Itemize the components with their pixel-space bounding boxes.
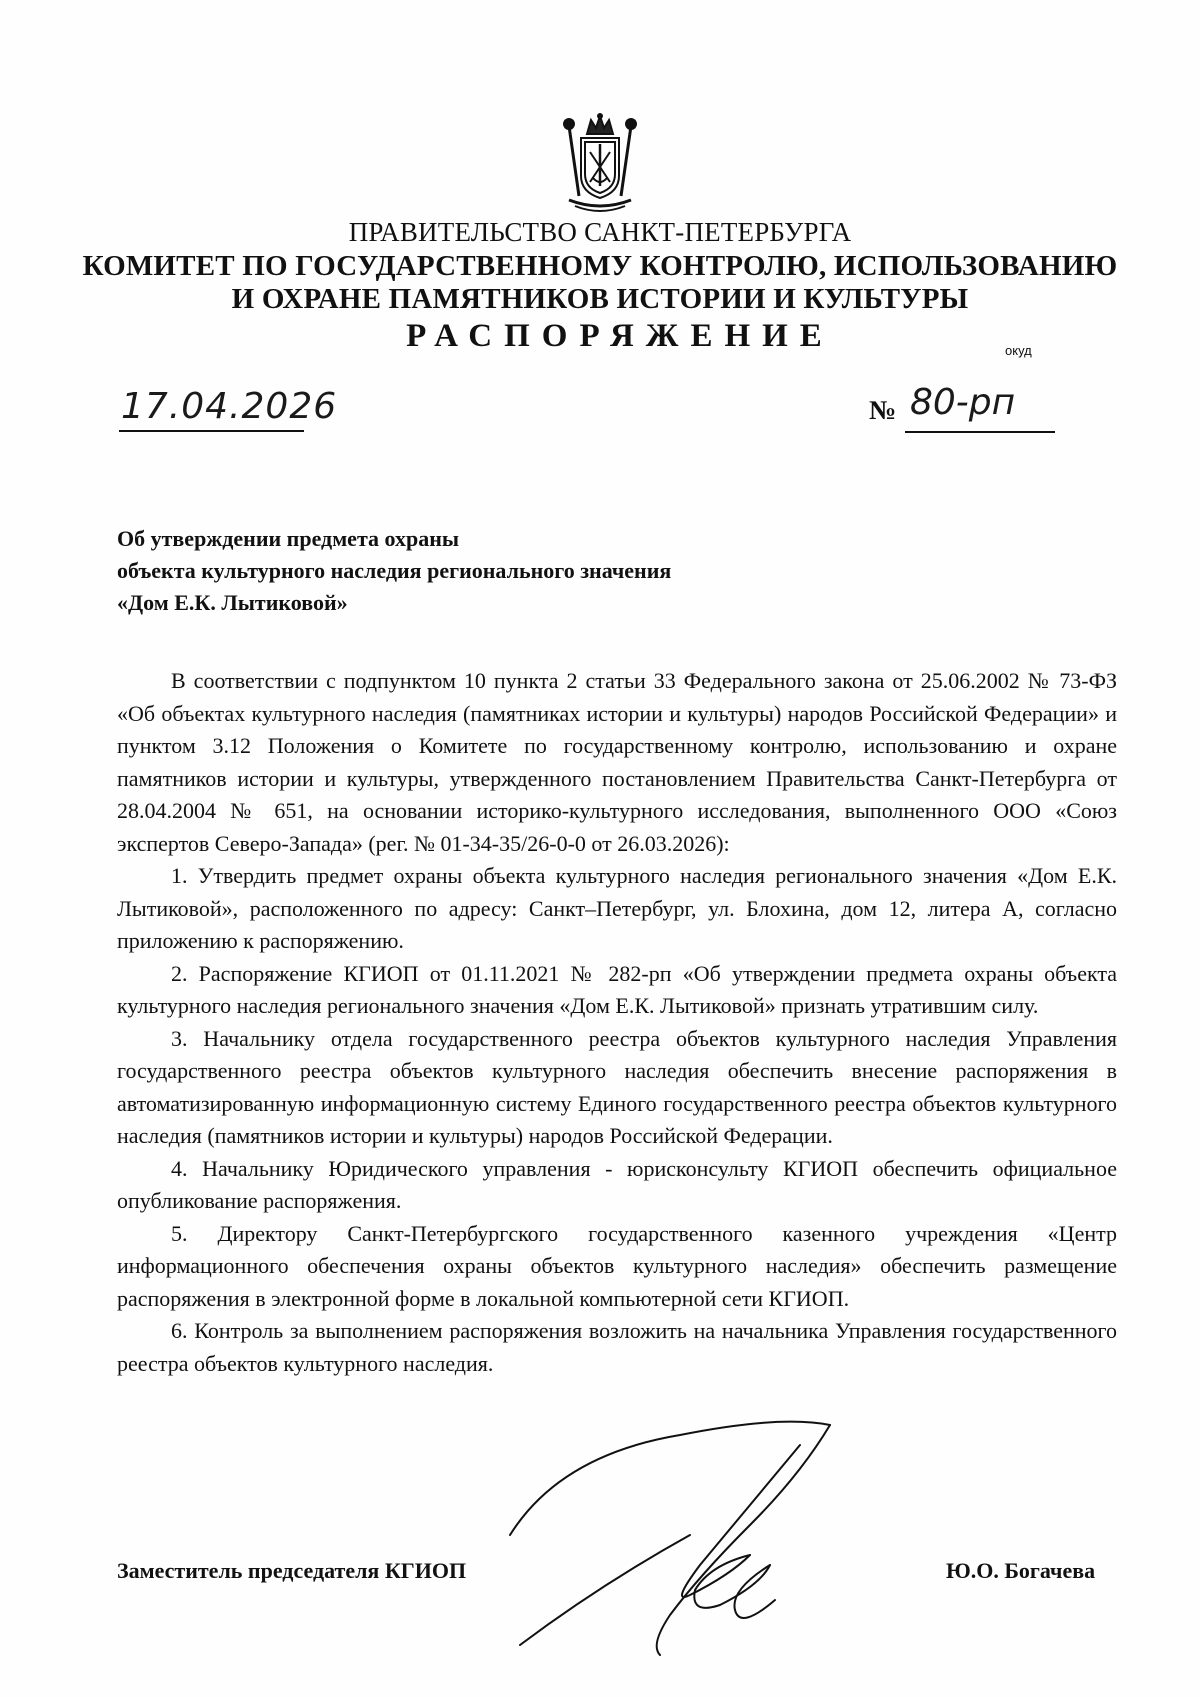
handwritten-signature-icon: [500, 1415, 920, 1685]
document-number: 80-рп: [910, 382, 1016, 423]
order-item-3: 3. Начальнику отдела государственного реестра объектов культурного наследия Управления государственного реестра объектов культурного наследия обеспечить внесение распоряжения в автоматизированную информационную систему Единого государственного реестра объектов культурного наследия (памятников истории и культуры) народов Российской Федерации.: [117, 1025, 1117, 1148]
document-subject: [117, 523, 671, 619]
order-item-2: 2. Распоряжение КГИОП от 01.11.2021 № 282-рп «Об утверждении предмета охраны объекта культурного наследия регионального значения «Дом Е.К. Лытиковой» признать утратившим силу.: [117, 960, 1117, 1018]
signer-title: Заместитель председателя КГИОП: [117, 1558, 467, 1583]
order-item-1: 1. Утвердить предмет охраны объекта культурного наследия регионального значения «Дом Е.К. Лытиковой», расположенного по адресу: Санкт–Петербург, ул. Блохина, дом 12, литера А, согласно приложению к распоряжению.: [117, 863, 1117, 953]
signer-name: Ю.О. Богачева: [946, 1558, 1096, 1583]
number-underline: [905, 431, 1055, 433]
committee-title-line2: И ОХРАНЕ ПАМЯТНИКОВ ИСТОРИИ И КУЛЬТУРЫ: [231, 283, 969, 315]
document-type: РАСПОРЯЖЕНИЕ: [406, 318, 834, 354]
order-item-5: 5. Директору Санкт-Петербургского государственного казенного учреждения «Центр информационного обеспечения охраны объектов культурного наследия» обеспечить размещение распоряжения в электронной форме в локальной компьютерной сети КГИОП.: [117, 1220, 1117, 1311]
subject-line: Об утверждении предмета охраны: [117, 526, 460, 551]
subject-line: «Дом Е.К. Лытиковой»: [117, 590, 348, 615]
coat-of-arms-icon: [555, 112, 645, 216]
committee-title-line1: КОМИТЕТ ПО ГОСУДАРСТВЕННОМУ КОНТРОЛЮ, ИСПОЛЬЗОВАНИЮ: [82, 250, 1118, 282]
subject-line: объекта культурного наследия регионального значения: [117, 558, 672, 583]
government-title: ПРАВИТЕЛЬСТВО САНКТ-ПЕТЕРБУРГА: [348, 217, 852, 247]
order-item-4: 4. Начальнику Юридического управления - юрисконсульту КГИОП обеспечить официальное опубликование распоряжения.: [117, 1155, 1117, 1213]
order-item-6: 6. Контроль за выполнением распоряжения возложить на начальника Управления государственного реестра объектов культурного наследия.: [117, 1318, 1117, 1376]
number-label: №: [869, 395, 897, 425]
preamble-paragraph: В соответствии с подпунктом 10 пункта 2 статьи 33 Федерального закона от 25.06.2002 № 73-ФЗ «Об объектах культурного наследия (памятниках истории и культуры) народов Российской Федерации» и пунктом 3.12 Положения о Комитете по государственному контролю, использованию и охране памятников истории и культуры, утвержденного постановлением Правительства Санкт-Петербурга от 28.04.2004 № 651, на основании историко-культурного исследования, выполненного ООО «Союз экспертов Северо-Запада» (рег. № 01-34-35/26-0-0 от 26.03.2026):: [117, 668, 1117, 856]
document-date: 17.04.2026: [121, 386, 338, 427]
document-body: [117, 665, 1117, 1380]
okud-label: окуд: [1005, 343, 1032, 358]
date-underline: [119, 430, 304, 432]
